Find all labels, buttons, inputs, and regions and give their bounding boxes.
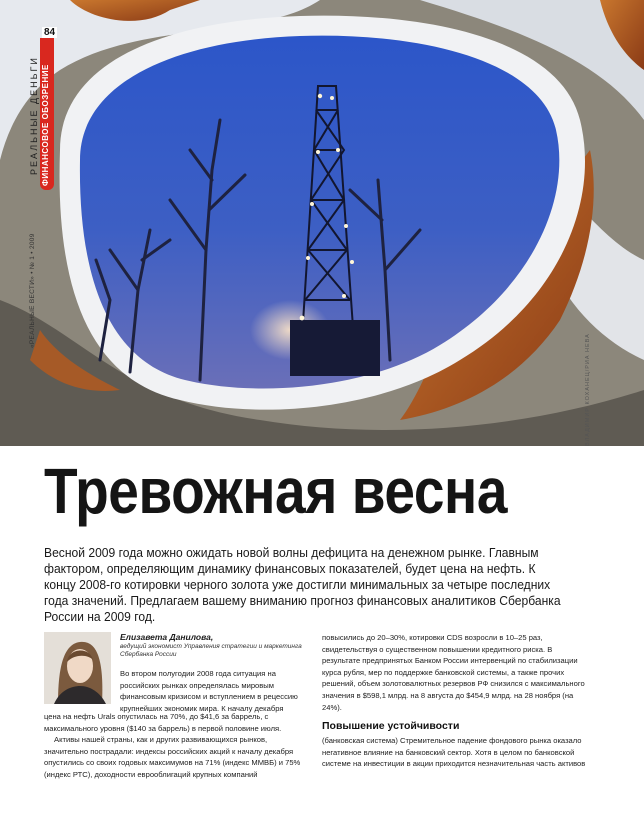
body-paragraph: цена на нефть Urals опустилась на 70%, до $41,6 за баррель, с максимального уровня ($140 за баррель) в первой половине июля. (44, 712, 282, 733)
author-photo (44, 632, 111, 704)
page-number: 84 (44, 27, 56, 38)
section-label: РЕАЛЬНЫЕ ДЕНЬГИ (29, 56, 39, 175)
body-paragraph: Во втором полугодии 2008 года ситуация на российских рынках определялась мировым финансовым кризисом и вступлением в рецессию крупнейших экономик мира. К началу декабря (120, 669, 298, 713)
issue-label: «РЕАЛЬНЫЕ ВЕСТИ» • № 1 • 2009 (29, 233, 36, 348)
body-column-1-bottom (44, 711, 308, 781)
subsection-label: ФИНАНСОВОЕ ОБОЗРЕНИЕ (41, 64, 50, 186)
body-column-1-top (120, 668, 308, 714)
author-name: Елизавета Данилова, (120, 632, 214, 642)
article-lead: Весной 2009 года можно ожидать новой волны дефицита на денежном рынке. Главным фактором, определяющим динамику финансовых показателей, будет цена на нефть. К концу 2008-го котировки черного золота уже достигли минимальных за четыре последних года значений. Предлагаем вашему вниманию прогноз финансовых аналитиков Сбербанка России на 2009 год. (44, 545, 561, 624)
subsection-heading: Повышение устойчивости (322, 720, 460, 732)
body-column-2-top (322, 632, 590, 713)
body-paragraph: Активы нашей страны, как и других развивающихся рынков, значительно пострадали: индексы российских акций к началу декабря опустились со своих годовых максимумов на 71% (индекс ММВБ) и 75% (индекс РТС), доходности еврооблигаций крупных компаний (44, 735, 301, 779)
photo-credit: ВЛАДИМИР КОХАНЕЦ/РИА НЕВА (585, 333, 591, 446)
body-paragraph: (банковская система) Стремительное падение фондового рынка оказало негативное влияние на банковский сектор. Хотя в целом по банковской системе на инвестиции в акции приходится незначительная часть активов (322, 736, 586, 769)
body-column-2-bottom (322, 735, 590, 770)
body-paragraph: повысились до 20–30%, котировки CDS возросли в 10–25 раз, свидетельствуя о существенном повышении кредитного риска. В результате предпринятых Банком России интервенций по стабилизации курса рубля, мер по поддержке банковской системы, а также прочих решений, объем золотовалютных резервов РФ снизился с максимального значения в $598,1 млрд. на 8 августа до $454,9 млрд. на 28 ноября (на 24%). (322, 633, 585, 712)
article-title: Тревожная весна (44, 455, 508, 527)
author-role: ведущий экономист Управления стратегии и маркетинга Сбербанка России (120, 643, 302, 658)
